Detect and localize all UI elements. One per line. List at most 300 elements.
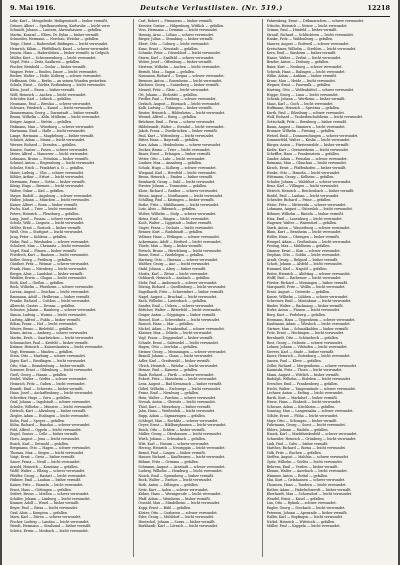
list-entry: Pietsch, Bruno — Hirschberg — leicht verwundet. (138, 248, 222, 253)
list-entry: Vogt, Hermann — Minden — gefallen. (10, 349, 74, 354)
list-entry: Hübner, Emil — Lauban — bisher vermißt. (10, 478, 82, 483)
list-entry: Michel, Adam — Frankenthal — schwer verwundet. (138, 326, 225, 331)
list-entry: Thomas, Max — Siegen — leicht verwundet. (10, 450, 85, 455)
list-entry: Walther, Georg — Aue — leicht verwundet. (138, 262, 210, 267)
list-entry: Neumann, Paul — Breslau — schwer verwundet. (10, 101, 92, 106)
list-entry: Reimann, Max — Glauchau — leicht verwundet. (266, 161, 347, 166)
list-entry: Schumacher, Paul — Krefeld — bisher vermißt. (10, 340, 89, 345)
list-entry: Hensel, Kurt — Schweidnitz — leicht verwundet. (138, 317, 220, 322)
list-entry: Kaufmann, Adam — Wiesloch — leicht verwundet. (266, 322, 351, 327)
list-entry: Böhme, Fritz — Grimma — gefallen. (138, 460, 199, 464)
list-entry: Wolf, Heinrich — Aachen — leicht verwundet. (10, 92, 87, 97)
list-entry: Döring, Richard — Quedlinburg — leicht verwundet. (138, 285, 227, 290)
list-entry: Hartung, Otto — Ilmenau — schwer verwundet. (138, 257, 219, 262)
list-entry: Fuhrmann, Georg — Soest — leicht verwundet. (266, 423, 346, 428)
list-entry: Hauser, Richard — Kaufbeuren — leicht verwundet. (138, 455, 226, 460)
list-entry: Schmitt, Adam — Mainz — leicht verwundet. (10, 138, 86, 143)
list-entry: Bürger, Anton — Fürstenwalde — bisher vermißt. (266, 143, 350, 148)
list-entry: Schütz, Erwin — Mosbach — leicht verwundet. (10, 528, 89, 533)
list-entry: Schröder, Karl — Lübeck — gefallen. (10, 97, 72, 102)
list-entry: Thiele, Max — Burg — bisher vermißt. (138, 244, 203, 249)
list-entry: Jensen, Hans — Hadersleben — bisher vermißt, in Gefgsch. (10, 51, 110, 56)
list-entry: Kurz, Adam — Heidenheim — schwer verwundet. (138, 143, 222, 148)
list-entry: Scholz, Willi — Liegnitz — leicht verwundet. (10, 221, 85, 226)
list-entry: Vogel, Emil — Plauen — bisher vermißt. (10, 248, 77, 253)
list-entry: Krämer, Heinrich — Kaiserslautern — leicht verwundet. (10, 345, 104, 350)
list-entry: Kühne, Hans — Wernigerode — leicht verwundet. (138, 492, 222, 497)
list-entry: Schulte, Wilhelm — Münster — leicht verwundet. (10, 404, 93, 409)
list-entry: Decker, Bruno — Trier — leicht verwundet. (138, 147, 211, 152)
list-entry: Engelhardt, Fritz — Schweinfurt — bisher vermißt. (138, 290, 225, 295)
list-entry: Voss, Hermann — Demmin — leicht verwundet. (138, 28, 218, 33)
list-entry: Nickel, Heinrich — Wittstock — gefallen. (266, 519, 336, 524)
list-entry: Drescher, Emil — Frankenberg — gefallen. (266, 381, 339, 386)
list-entry: Jung, Peter — Koblenz — gefallen. (10, 234, 68, 239)
list-entry: Hennig, Arno — Löbau — schwer verwundet. (138, 32, 214, 37)
list-entry: Binder, Walter — Backnang — bisher vermißt. (266, 303, 344, 308)
list-entry: Wimmer, Anton — Rottal — gefallen. (266, 473, 328, 478)
list-entry: Hoppe, Georg — Lissa — leicht verwundet. (266, 92, 339, 97)
list-entry: Kirchner, Georg — Sonneberg — bisher vermißt. (138, 83, 220, 88)
text-columns (10, 19, 390, 557)
list-entry: Blum, Kurt — Bensheim — leicht verwundet. (266, 230, 342, 235)
list-entry: Frank, Hans — Nürnberg — leicht verwundet. (10, 267, 88, 272)
list-entry: Hermann, Hans — Oppenheim — schwer verwundet. (266, 317, 356, 322)
list-entry: Scheffler, Hans — Frankenstein — gefallen. (266, 152, 340, 157)
list-entry: Kruse, Max — Heide — leicht verwundet. (266, 78, 336, 83)
list-entry: Ludwig, Wilhelm — Homburg — leicht verwundet. (138, 469, 223, 474)
list-entry: Paul, Kurt — Wittenberg — leicht verwundet. (138, 133, 214, 138)
list-entry: Kaiser, Fritz — Hameln — leicht verwundet. (10, 482, 84, 487)
list-entry: Winkler, Erwin — Glogau — leicht verwundet. (10, 276, 87, 281)
list-entry: Schmid, Anton — Regensburg — leicht verwundet. (10, 161, 95, 166)
list-entry: Hauck, Karl — Marktheidenfeld — schwer verwundet. (266, 432, 358, 437)
list-entry: Mayer, Rudolf — Augsburg — schwer verwundet. (10, 193, 93, 198)
list-entry: Hartmann, Emil — Halle — leicht verwundet. (10, 129, 86, 134)
list-entry: Mohr, Paul — Andernach — schwer verwundet. (138, 280, 218, 285)
list-entry: Lange, Hermann — Magdeburg — bisher vermißt. (10, 133, 95, 138)
list-entry: Kästner, Max — Döbeln — leicht verwundet. (138, 331, 213, 336)
list-entry: Hoffmann, Otto — Berlin — an seinen Wunden gestorben. (10, 78, 107, 83)
list-entry: Schuler, Johann — Waldshut — schwer verwundet. (266, 179, 352, 184)
list-entry: Wegner, Ernst — Pasewalk — gefallen. (266, 83, 332, 88)
list-entry: Jäger, Karl — Reutlingen — leicht verwundet. (10, 358, 87, 363)
list-entry: Fischer, Ludwig — Landau — leicht verwundet. (10, 519, 90, 524)
list-entry: Heinrich, Kilian — Pfeffelbach, Kusel — schwer verwundet. (10, 46, 110, 51)
list-entry: Braun, Wilhelm — Köln, Mülheim — leicht verwundet. (10, 115, 101, 120)
list-entry: Geiger, Anton — Göppingen — bisher vermißt. (138, 313, 217, 317)
list-entry: Wilke, Adam — Anklam — bisher vermißt. (266, 74, 337, 79)
list-entry: Strauß, Richard — Schlüchtern — leicht verwundet. (266, 32, 354, 37)
list-entry: Marquardt, Fritz — Wollin — leicht verwundet. (266, 285, 346, 290)
list-entry: Lenz, August — Bad Kreuznach — bisher vermißt. (138, 381, 223, 386)
list-entry: Wendel, Ernst — Kusel — gefallen. (266, 496, 325, 501)
list-entry: Haas, Josef — Aschaffenburg — leicht verwundet. (10, 391, 94, 396)
list-entry: Schreiner, Emil — Montabaur — leicht verwundet. (266, 299, 352, 304)
list-entry: Köhler, Arthur — Erfurt — leicht verwundet. (10, 175, 85, 180)
list-entry: Kurth, Paul — Eilenburg — schwer verwundet. (266, 110, 345, 115)
list-entry: Engler, Georg — Stockach — leicht verwundet. (266, 505, 346, 510)
list-entry: Schulze, Erich — Frankfurt a. O. — gefallen. (10, 166, 85, 170)
list-entry: Kaminski, Fritz — Thorn — leicht verwundet. (266, 368, 343, 373)
list-entry: Fahrenkrug, Ernst — Dithmarschen — schwer verwundet. (266, 19, 364, 23)
list-entry: Bock, Walter — Itzehoe — leicht verwundet. (138, 478, 213, 483)
list-entry: Fischer, Reinhold — Goslar — bisher vermißt. (10, 64, 87, 69)
header-issue: (Nr. 519.) (241, 4, 283, 12)
list-entry: Graf, Alois — Kempten — gefallen. (10, 510, 68, 515)
list-entry: Lehr, Karl — Mengelrode, Heiligenstadt — bisher vermißt, (10, 19, 108, 23)
list-entry: Eckert, Fritz — Mannheim — leicht verwundet. (138, 377, 218, 382)
list-entry: Kühn, Richard — Bunzlau — schwer verwundet. (10, 423, 91, 428)
list-entry: Gärtner, Max — Schmalkalden — bisher vermißt. (266, 326, 349, 331)
list-entry: Burkhardt, Karl — Lörrach — leicht verwundet. (138, 524, 219, 529)
header-title-text: Deutsche Verlustlisten. (140, 4, 239, 12)
header-title (140, 4, 283, 12)
list-entry: Berg, Kurt — Perleberg — gefallen. (266, 313, 326, 317)
list-entry: Pfeiffer, Georg — Rastatt — leicht verwundet. (10, 473, 87, 478)
list-entry: Kreuter, Gustav — Hilgenburg, Wittlich — gefallen. (138, 23, 225, 28)
list-entry: Maurer, August — Rottweil — schwer verwundet. (266, 41, 350, 46)
list-entry: Hesse, August — Nordhausen — leicht verwundet. (138, 193, 224, 198)
list-entry: Zander, Adam — Prenzlau — schwer verwundet. (266, 156, 348, 161)
list-entry: Schwab, Hans — Balingen — leicht verwundet. (266, 69, 346, 74)
list-entry: Arnold, Heinrich — Konstanz — gefallen. (10, 464, 79, 469)
list-entry: Böttcher, Walter — Bitterfeld — leicht verwundet. (138, 308, 222, 313)
list-entry: Schreiber, Hugo — Gera — gefallen. (10, 395, 71, 400)
list-entry: Freitag, Max — Mühlheim — gefallen. (266, 244, 331, 249)
list-entry: Köster, Otto — Cuxhaven — schwer verwundet. (138, 510, 218, 515)
list-entry: Vogl, Franz — Deggendorf — bisher vermißt. (138, 335, 214, 340)
list-entry: Böhmer, Wilhelm — Rinteln — bisher vermißt. (266, 211, 344, 216)
list-entry: Menzel, Fritz — Glatz — leicht verwundet. (138, 87, 210, 92)
scan-edge-left (0, 0, 2, 565)
list-entry: Hein, Walter — Parchim — schwer verwundet. (138, 395, 217, 400)
list-entry: Schuster, Johann — Bamberg — schwer verwundet. (10, 308, 97, 313)
list-entry: Grimm, Paul — Hünfeld — bisher vermißt. (266, 28, 338, 33)
list-entry: Brunner, Wilhelm — Freising — gefallen. (266, 129, 336, 134)
list-entry: Seidel, Walter — Görlitz — schwer verwundet. (10, 377, 88, 382)
list-entry: Klose, Richard — Ratibor — schwer verwundet. (138, 188, 219, 193)
list-entry: Herzog, Heinrich — Neuruppin — leicht verwundet. (138, 446, 226, 451)
list-entry: Hahn, Paul — Wiesbaden — schwer verwundet. (10, 239, 90, 244)
list-entry: Zeller, Richard — Mergentheim — schwer verwundet. (266, 363, 357, 368)
list-entry: Müller, Kurt — Schwarzenberg — leicht verwundet. (10, 55, 97, 60)
list-entry: Sturm, Karl — Saalfeld — schwer verwundet. (138, 55, 215, 60)
list-entry: Kramer, Adolf — Wesel — bisher vermißt. (10, 501, 80, 506)
list-entry: Nitsche, Heinrich — Neisse — leicht verwundet. (266, 23, 348, 28)
list-entry: Hanke, Fritz — Waldenburg — gefallen. (266, 37, 334, 42)
list-entry: Lux, Otto — Rybnik — schwer verwundet. (266, 501, 337, 506)
list-entry: Hofer, Anton — Füssen — leicht verwundet. (266, 308, 340, 313)
list-entry: Kunze, Wilhelm — Lübben — schwer verwundet. (266, 294, 349, 299)
list-entry: Schramm, August — Arnstadt — schwer verwundet. (138, 464, 226, 469)
list-entry: Jansen, Paul — Kleve — gefallen. (266, 358, 322, 363)
list-entry: Vetter, Otto — Lahr — leicht verwundet. (138, 156, 206, 161)
list-entry: Schneider, Hermann — Nerchau, Wetzlar — gefallen. (10, 37, 100, 42)
list-entry: Wolff, Paul — Rathenow — leicht verwundet. (266, 276, 342, 281)
list-entry: Sonntag, Max — Langensalza — schwer verwundet. (266, 409, 354, 414)
list-entry: Stephan, Otto — Soldin — leicht verwundet. (266, 253, 341, 258)
list-entry: Krause, Gustav — Posen — schwer verwundet. (10, 147, 89, 152)
list-entry: Ulrich, Heinrich — Wetzlar — leicht verwundet. (138, 363, 219, 368)
list-entry: Beyer, Paul — Riesa — leicht verwundet. (10, 505, 78, 510)
list-entry: Engel, Gustav — Celle — bisher vermißt. (10, 432, 79, 437)
list-entry: Otto, Max — Brandenburg — bisher vermißt. (10, 363, 86, 368)
list-entry: Stark, Anton — Wasserburg — schwer verwundet. (266, 225, 351, 230)
list-entry: Berger, Alois — Landshut — bisher vermißt. (10, 271, 84, 276)
list-entry: Bruns, Heinrich — Emden — bisher vermißt. (138, 175, 214, 180)
list-entry: Möller, Ernst — Rostock — bisher vermißt. (10, 225, 82, 230)
list-entry: Henke, Otto — Hameln — leicht verwundet. (266, 170, 341, 175)
list-entry: Brückner, Emil — Pirna — schwer verwundet. (138, 120, 216, 125)
list-entry: Becker, Walter — Holte, Kolberg — schwer verwundet. (10, 74, 102, 79)
list-entry: Bernhardt, Otto — Schönebeck — gefallen. (266, 335, 339, 340)
list-entry: Hesse, Hans — Einbeck — leicht verwundet. (266, 400, 342, 405)
list-entry: Rupp, Adam — Sigmaringen — gefallen. (138, 414, 206, 419)
list-entry: Lang, Josef — Passau — schwer verwundet. (10, 216, 83, 221)
list-entry: Ackermann, Adolf — Herford — leicht verwundet. (138, 239, 222, 244)
list-entry: Ernst, Hans — Göttingen — gefallen. (10, 487, 72, 492)
header-rule (10, 16, 390, 17)
list-entry: Klemm, Walter — Auerbach — leicht verwundet. (266, 469, 348, 474)
list-entry: Schulz, Hugo — Kolberg — schwer verwundet. (138, 166, 217, 170)
list-entry: Maas, Karl — Goch — leicht verwundet. (266, 101, 334, 106)
list-entry: Jahn, Hans — Weißenfels — leicht verwundet. (138, 409, 216, 414)
list-entry: Gottschalk, Fritz — Bernburg — bisher vermißt. (266, 120, 348, 125)
list-entry: Oswald, Max — Mindelheim — leicht verwundet. (138, 501, 221, 506)
list-entry: Fuchs, Karl — Trier — leicht verwundet. (10, 207, 78, 212)
list-entry: Reinhardt, Georg — Suhl — leicht verwundet. (138, 179, 216, 184)
list-entry: Steffen, August — Malchin — schwer verwundet. (266, 455, 349, 460)
list-entry: Marx, Karl — Düren — schwer verwundet. (10, 515, 82, 520)
list-entry: Martin, Erich — Saarbrücken — leicht verwundet. (10, 335, 95, 340)
list-entry: Koch, Walter — Lippstadt — bisher vermißt. (138, 221, 213, 226)
list-entry: Mayr, Otto — Schongau — bisher vermißt. (266, 418, 338, 423)
list-entry: Weiß, Otto — Stuttgart — leicht verwundet. (10, 230, 84, 235)
list-entry: Ludwig, Alfred — Fulda — bisher vermißt. (10, 317, 81, 322)
list-entry: Benz, Karl — Villingen — leicht verwundet. (266, 184, 339, 189)
list-entry: Nagel, August — Bruchsal — leicht verwundet. (138, 294, 218, 299)
list-entry: Rother, Adam — Habelschwerdt — bisher vermißt. (266, 487, 352, 492)
list-entry: Baum, August — Simmern — leicht verwundet. (266, 124, 346, 129)
column-3 (267, 19, 390, 557)
list-entry: Martin, Konrad — Ellers, Dt. Eylau — bisher vermißt. (10, 32, 100, 37)
list-entry: Link, Paul — Calw — bisher vermißt. (266, 441, 329, 446)
list-entry: Herrmann, Franz — Gotha — bisher vermißt. (10, 179, 86, 184)
list-entry: Walter, Oskar — Kiel — gefallen. (10, 188, 65, 193)
list-entry: Ebert, Otto — Coburg — leicht verwundet. (138, 41, 210, 46)
list-entry: Hempel, Adam — Großenhain — leicht verwundet. (266, 239, 352, 244)
list-entry: Göbel, Wilhelm — Eschwege — leicht verwundet. (138, 386, 221, 391)
list-entry: Wolff, Walter — Elbing — schwer verwundet. (10, 469, 86, 474)
list-entry: Rausch, Hans — Idar — gefallen. (138, 322, 194, 327)
list-entry: Ziegler, Adam — Esslingen — leicht verwundet. (10, 414, 90, 419)
list-entry: Förster, Richard — Meiningen — bisher vermißt. (266, 280, 349, 285)
list-entry: Lutz, Alois — Biberach — gefallen. (138, 207, 197, 212)
list-entry: Kunz, Ernst — Neustadt — gefallen. (138, 46, 199, 51)
list-entry: Brandt, Emil — Schwerin — bisher vermißt. (10, 386, 84, 391)
list-entry: Raab, Richard — Fürth — schwer verwundet. (138, 372, 215, 377)
list-entry: Hartwig, Otto — Wolfenbüttel — schwer verwundet. (266, 87, 355, 92)
list-entry: Friedrich, Kurt — Bautzen — leicht verwundet. (10, 253, 89, 258)
column-1 (10, 19, 134, 557)
list-entry: Hinz, Emil — Lauenburg — leicht verwundet. (266, 216, 343, 221)
list-entry: Hofmann, Max — Würzburg — schwer verwundet. (10, 124, 95, 129)
list-entry: Schneider, Heinrich — Grünberg — leicht verwundet. (266, 437, 357, 442)
list-entry: Lohmann, August — Gütersloh — leicht verwundet. (266, 207, 353, 212)
list-entry: Reuter, Heinrich — Hildesheim — leicht verwundet. (138, 110, 226, 115)
list-entry: Kolb, Ludwig — Tübingen — bisher vermißt. (138, 106, 213, 111)
list-entry: Hecht, Walter — Tangermünde — schwer verwundet. (266, 386, 356, 391)
list-entry: Bergmann, Otto — Hagen — schwer verwundet. (10, 446, 91, 451)
list-entry: Huber, Johann — München — leicht verwundet. (10, 198, 90, 203)
list-entry: Wittmann, Georg — Kelheim — gefallen. (266, 175, 335, 180)
list-entry: Schlegel, Max — Rochlitz — schwer verwundet. (138, 418, 219, 423)
list-entry: Schubert, Max — Chemnitz — leicht verwundet. (10, 244, 91, 249)
list-entry: Zimmermann, Georg — Darmstadt — bisher vermißt. (10, 110, 100, 115)
list-entry: Schmitz, Peter — Düsseldorf — leicht verwundet. (138, 51, 221, 56)
list-entry: Kuhn, Paul — Speyer — gefallen. (10, 418, 66, 423)
list-entry: Ernst, August — Osterode — gefallen. (266, 290, 331, 295)
list-entry: Maier, Ludwig — Ulm — schwer verwundet. (10, 170, 84, 175)
list-entry: Schade, Ernst — Salzwedel — leicht verwundet. (138, 340, 219, 345)
list-entry: Busse, Ernst — Gardelegen — gefallen. (138, 253, 205, 258)
list-entry: Sander, Emil — Uelzen — schwer verwundet. (138, 303, 215, 308)
list-entry: Carl, Robert — Pirmasens — bisher vermißt. (138, 19, 213, 23)
list-entry: Brand, Paul — Lingen — bisher vermißt. (138, 450, 206, 455)
list-entry: Sommer, Ernst — Oldenburg — leicht verwundet. (10, 368, 93, 373)
list-entry: Zimmer, Ernst — Kirn — schwer verwundet. (266, 248, 341, 253)
list-entry: Kaiser, Albert — Bonn — bisher vermißt. (10, 202, 78, 207)
list-entry: Jakob, Franz — Zweibrücken — bisher vermißt. (138, 129, 218, 134)
list-entry: Opitz, Wilhelm — Görlitz — leicht verwundet. (266, 460, 343, 464)
list-entry: Lehmann, Bruno — Potsdam — bisher vermißt. (10, 156, 89, 161)
list-entry: Bauer, Ernst — Erlangen — bisher vermißt. (138, 152, 212, 157)
list-entry: Heinz, Emil — Bingen — leicht verwundet. (138, 216, 210, 221)
list-entry: Schäfer, Johann — Limburg — leicht verwundet. (10, 496, 91, 501)
list-entry: Lechner, Anton — Erding — leicht verwundet. (266, 391, 344, 396)
list-entry: Berndt, Max — Sagan — gefallen. (138, 69, 195, 74)
list-entry: Steiner, Georg — Memmingen — schwer verwundet. (138, 349, 227, 354)
list-entry: Kiefer, Kurt — Germersheim — leicht verwundet. (266, 147, 349, 152)
list-entry: Noack, Emil — Spremberg — bisher vermißt. (138, 473, 215, 478)
list-entry: König, Hugo — Bremen — leicht verwundet. (10, 184, 85, 189)
header-date: 9. Mai 1916. (10, 4, 56, 12)
list-entry: Matthes, Richard — Borna — leicht verwundet. (266, 446, 346, 451)
list-entry: Groß, Georg — Hanau — gefallen. (10, 372, 68, 377)
list-entry: Bach, Wilhelm — Lauterbach — gefallen. (138, 299, 207, 304)
list-entry: Haase, Walter — Zerbst — leicht verwundet. (266, 55, 342, 60)
list-entry: Beck, Wilhelm — Pforzheim — schwer verwundet. (10, 285, 94, 290)
list-entry: Rieger, Julius — Straubing — bisher vermißt. (138, 37, 214, 42)
list-entry: Stahl, Johann — Alzey — bisher vermißt. (138, 267, 207, 272)
list-entry: Winter, Bruno — Bielefeld — gefallen. (10, 326, 74, 331)
list-entry: Mann, August — Wittlich — bisher vermißt. (266, 372, 340, 377)
list-entry: Ehlers, Johann — Hadeln — gefallen. (266, 427, 329, 432)
list-entry: Klein, Josef — Essen — bisher vermißt. (10, 87, 76, 92)
list-entry: Haller, Karl — Bopfingen — leicht verwundet. (266, 515, 344, 520)
list-entry: Wagner, Peter — Emden, Dauer — leicht verwundet. (10, 69, 98, 74)
list-entry: Vogel, Fritz — Zeitz, Saalkreis — gefallen. (10, 60, 81, 65)
list-entry: Rudolph, Wilhelm — Eisleben — leicht verwundet. (266, 377, 351, 382)
list-entry: Böhm, Franz — Hof — leicht verwundet. (10, 322, 78, 327)
list-entry: Simon, Ludwig — Worms — leicht verwundet. (10, 313, 87, 317)
list-entry: Arndt, Georg — Belgard — bisher vermißt. (266, 257, 339, 262)
list-entry: Wendt, Hermann — Stralsund — bisher vermißt. (10, 524, 92, 529)
column-2 (138, 19, 262, 557)
list-entry: Ritter, Hans — Bayreuth — gefallen. (138, 138, 200, 143)
list-entry: Roth, Anton — Dillingen — gefallen. (138, 482, 199, 487)
list-entry: Baumann, Adolf — Heilbronn — bisher vermißt. (10, 294, 91, 299)
list-entry: Mai, Kurt — Gelnhausen — schwer verwundet. (266, 478, 346, 483)
list-entry: Graf, Johann — Ingolstadt — schwer verwundet. (10, 400, 91, 405)
list-entry: Lehner, Johann — Vilshofen — leicht verwundet. (266, 345, 348, 350)
list-entry: Horn, August — Jena — leicht verwundet. (10, 437, 80, 442)
list-entry: Hagen, Otto — Iserlohn — gefallen. (138, 345, 198, 350)
list-entry: Wiegand, Karl — Hersfeld — leicht verwundet. (138, 170, 217, 175)
list-entry: Behrens, Emil — Verden — bisher vermißt. (266, 464, 339, 469)
list-entry: Krüger, August — Stettin — gefallen. (10, 120, 72, 125)
list-entry: Sauer, Franz — Neuß — leicht verwundet. (10, 460, 81, 464)
list-entry: Schott, Johann — Alsfeld — leicht verwundet. (266, 262, 343, 267)
list-entry: Vollmer, Hans — Ettlingen — schwer verwundet. (138, 234, 220, 239)
list-entry: Rothe, Fritz — Mühlhausen — leicht verwundet. (138, 202, 220, 207)
list-entry: Schrader, Richard — Peine — gefallen. (266, 198, 332, 203)
list-entry: Knorr, Heinrich — Rotenburg — leicht verwundet. (266, 354, 351, 359)
list-entry: Barth, Kurt — Markdorf — bisher vermißt. (266, 395, 338, 400)
list-entry: Brandl, Johann — Cham — leicht verwundet. (138, 354, 214, 359)
list-entry: Mertens, Wilhelm — Aachen — leicht verwundet. (138, 64, 221, 69)
list-entry: Keller, Georg — Freiburg — gefallen. (10, 257, 72, 262)
list-entry: Peters, Heinrich — Flensburg — gefallen. (10, 211, 80, 216)
list-entry: Eder, Georg — Mühldorf — leicht verwundet. (138, 515, 215, 520)
list-entry: Seifert, Bruno — Meißen — schwer verwundet. (10, 492, 90, 497)
list-entry: Reiter, Heinrich — Altötting — schwer verwundet. (266, 271, 351, 276)
list-entry: Weber, Josef — Offenburg — bisher vermißt. (138, 60, 213, 65)
list-entry: Hildebrandt, Walter — Stendal — leicht verwundet. (138, 124, 225, 129)
list-entry: Gebhardt, Heinrich — Ansbach — gefallen. (138, 276, 211, 281)
list-entry: Kirsch, Ernst — Pfaffenhofen — bisher vermißt. (266, 166, 347, 170)
list-entry: Heller, Hans — Öhringen — bisher vermißt. (266, 234, 340, 239)
list-entry: Sievers, Karl — Stade — bisher vermißt. (266, 349, 335, 354)
list-entry: Rost, Georg — Oelsnitz — schwer verwundet. (266, 340, 343, 345)
list-entry: Schmidt, Johann — Lautern, Ahrenshausen — gefallen. (10, 28, 103, 33)
list-entry: Wolter, Wilhelm — Stolp — schwer verwundet. (138, 211, 217, 216)
list-entry: Witt, Karl — Husum — schwer verwundet. (138, 441, 210, 446)
list-entry: Schilling, Paul — Kitzingen — bisher vermißt. (138, 198, 215, 203)
list-entry: Busch, Karl — Detmold — gefallen. (10, 441, 69, 446)
list-entry: Moritz, Karl — Zittau — leicht verwundet. (138, 271, 209, 276)
list-entry: Wolf, Richard — Tauberbischofsheim — leicht verwundet. (266, 115, 363, 120)
list-entry: Günther, Fritz — Weimar — schwer verwundet. (10, 262, 90, 267)
list-entry: Voigt, Ernst — Greiz — bisher vermißt. (10, 455, 76, 460)
list-entry: Schenk, Johann — Wertheim — bisher vermißt. (266, 97, 346, 102)
list-entry: Seitz, Kurt — Aalen — schwer verwundet. (138, 487, 209, 492)
list-entry: Müller, Georg — Oberhausen — leicht verwundet. (138, 432, 222, 437)
list-entry: Dietrich, Kurt — Altenburg — bisher vermißt. (10, 409, 87, 414)
list-entry: Brenner, Anton — Rosenheim — leicht verwundet. (138, 78, 223, 83)
list-entry: Franke, Richard — Cottbus — leicht verwundet. (10, 299, 91, 304)
list-entry: Hoffmann, Heinrich — Sprottau — gefallen. (266, 106, 340, 111)
list-entry: Franz, Emil — Nienburg — gefallen. (138, 391, 199, 396)
list-entry: Baier, Kurt — Neuburg — schwer verwundet. (266, 64, 343, 69)
list-entry: Kraus, Anton — Amberg — schwer verwundet. (10, 331, 89, 336)
list-entry: Heinrich, Fritz — Guben — leicht verwundet. (10, 381, 86, 386)
list-entry: Geyer, Ernst — Hildburghausen — leicht verwundet. (138, 423, 227, 428)
list-entry: Volk, Fritz — Buchen — gefallen. (266, 450, 322, 455)
list-entry: Teige, Christ — Rodersdorf, Büdingen — leicht verwundet. (10, 41, 109, 46)
list-entry: Roth, Karl — Gießen — gefallen. (10, 280, 65, 285)
